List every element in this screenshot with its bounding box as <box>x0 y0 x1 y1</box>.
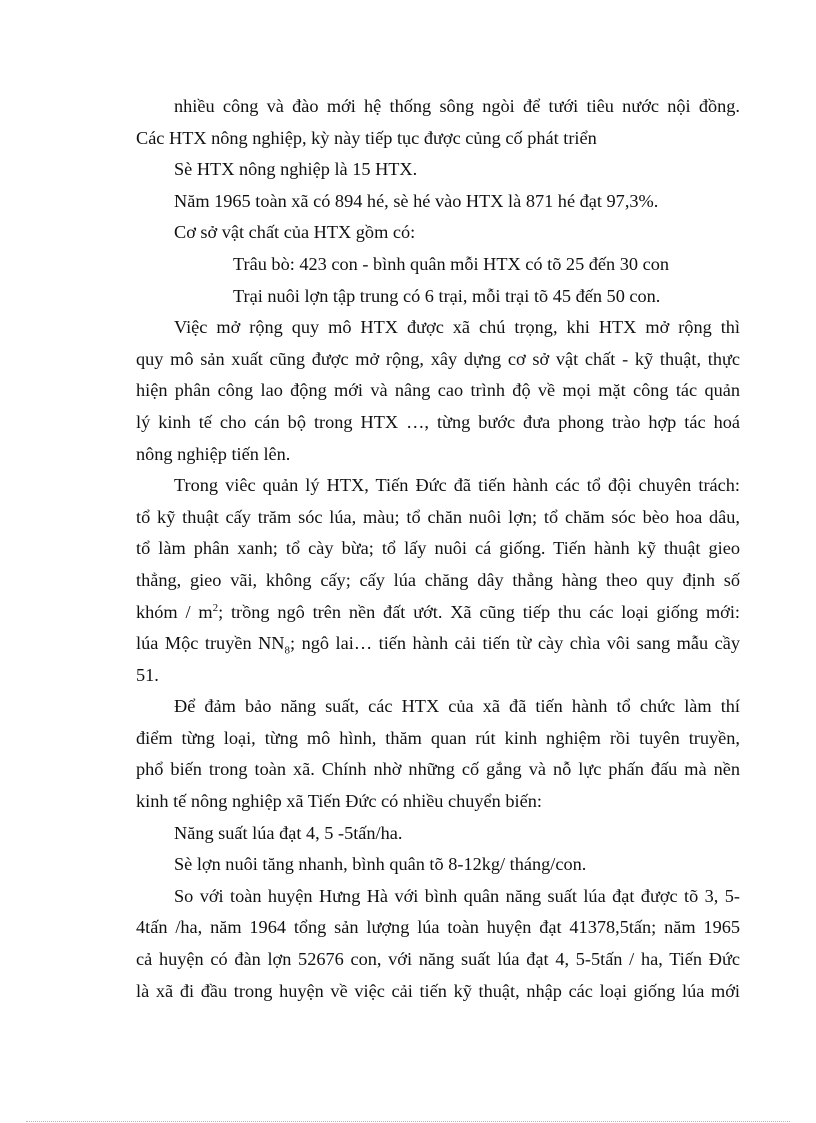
subscript: 8 <box>284 644 291 657</box>
paragraph-households: Năm 1965 toàn xã có 894 hé, sè hé vào HTX là 871 hé đạt 97,3%. <box>174 190 659 211</box>
text-fragment: ; ngô lai… tiến hành cải tiến từ cày chìa vôi sang mẫu cầy <box>290 633 740 654</box>
text-line: kinh tế nông nghiệp xã Tiến Đức có nhiều chuyển biến: <box>136 791 542 812</box>
text-line: là xã đi đầu trong huyện về việc cải tiến kỹ thuật, nhập các loại giống lúa mới <box>136 980 740 1001</box>
text-line <box>136 628 740 660</box>
text-line: cả huyện có đàn lợn 52676 con, với năng suất lúa đạt 4, 5-5tấn / ha, Tiến Đức <box>136 949 740 970</box>
text-fragment: lúa Mộc truyền NN <box>136 633 285 654</box>
paragraph-facilities-heading: Cơ sở vật chất của HTX gồm có: <box>174 222 416 243</box>
paragraph-pig-farms: Trại nuôi lợn tập trung có 6 trại, mỗi trại tõ 45 đến 50 con. <box>233 285 661 306</box>
paragraph-productivity <box>136 691 740 817</box>
paragraph-expansion <box>136 312 740 470</box>
paragraph-htx-count: Sè HTX nông nghiệp là 15 HTX. <box>174 159 418 180</box>
body-text <box>136 91 740 1007</box>
text-line: tổ làm phân xanh; tổ cày bừa; tổ lấy nuôi cá giống. Tiến hành kỹ thuật gieo <box>136 538 740 559</box>
text-fragment: khóm / m <box>136 601 213 622</box>
paragraph-buffalo: Trâu bò: 423 con - bình quân mỗi HTX có tõ 25 đến 30 con <box>233 253 669 274</box>
text-line: So với toàn huyện Hưng Hà với bình quân năng suất lúa đạt được tõ 3, 5- <box>174 885 740 906</box>
text-line: điểm từng loại, từng mô hình, thăm quan rút kinh nghiệm rồi tuyên truyền, <box>136 727 740 748</box>
text-line: hiện phân công lao động mới và nâng cao trình độ về mọi mặt công tác quản <box>136 380 740 401</box>
text-line: nông nghiệp tiến lên. <box>136 443 291 464</box>
text-line: Để đảm bảo năng suất, các HTX của xã đã tiến hành tổ chức làm thí <box>174 696 740 717</box>
paragraph-rice-yield: Năng suất lúa đạt 4, 5 -5tấn/ha. <box>174 822 403 843</box>
text-line: tổ kỹ thuật cấy trăm sóc lúa, màu; tổ chăn nuôi lợn; tổ chăm sóc bèo hoa dâu, <box>136 506 740 527</box>
text-line: phổ biến trong toàn xã. Chính nhờ những cố gắng và nỗ lực phấn đấu mà nền <box>136 759 740 780</box>
footer-divider <box>26 1121 790 1122</box>
paragraph-comparison <box>136 881 740 1007</box>
paragraph-continuation <box>136 91 740 154</box>
paragraph-pig-growth: Sè lợn nuôi tăng nhanh, bình quân tõ 8-12kg/ tháng/con. <box>174 854 587 875</box>
text-line: 4tấn /ha, năm 1964 tổng sản lượng lúa toàn huyện đạt 41378,5tấn; năm 1965 <box>136 917 740 938</box>
text-line: Các HTX nông nghiệp, kỳ này tiếp tục được củng cố phát triển <box>136 127 597 148</box>
superscript: 2 <box>212 601 219 614</box>
text-line: Trong viêc quản lý HTX, Tiến Đức đã tiến hành các tổ đội chuyên trách: <box>174 475 740 496</box>
text-line <box>136 597 740 629</box>
text-line: Việc mở rộng quy mô HTX được xã chú trọng, khi HTX mở rộng thì <box>174 317 740 338</box>
text-fragment: ; trồng ngô trên nền đất ướt. Xã cũng tiếp thu các loại giống mới: <box>218 601 740 622</box>
text-line: lý kinh tế cho cán bộ trong HTX …, từng bước đưa phong trào hợp tác hoá <box>136 411 740 432</box>
text-line: 51. <box>136 664 159 685</box>
text-line: quy mô sản xuất cũng được mở rộng, xây dựng cơ sở vật chất - kỹ thuật, thực <box>136 348 740 369</box>
paragraph-management <box>136 470 740 691</box>
text-line: nhiều công và đào mới hệ thống sông ngòi để tưới tiêu nước nội đồng. <box>174 96 740 116</box>
text-line: thẳng, gieo vãi, không cấy; cấy lúa chăng dây thẳng hàng theo quy định số <box>136 569 740 590</box>
